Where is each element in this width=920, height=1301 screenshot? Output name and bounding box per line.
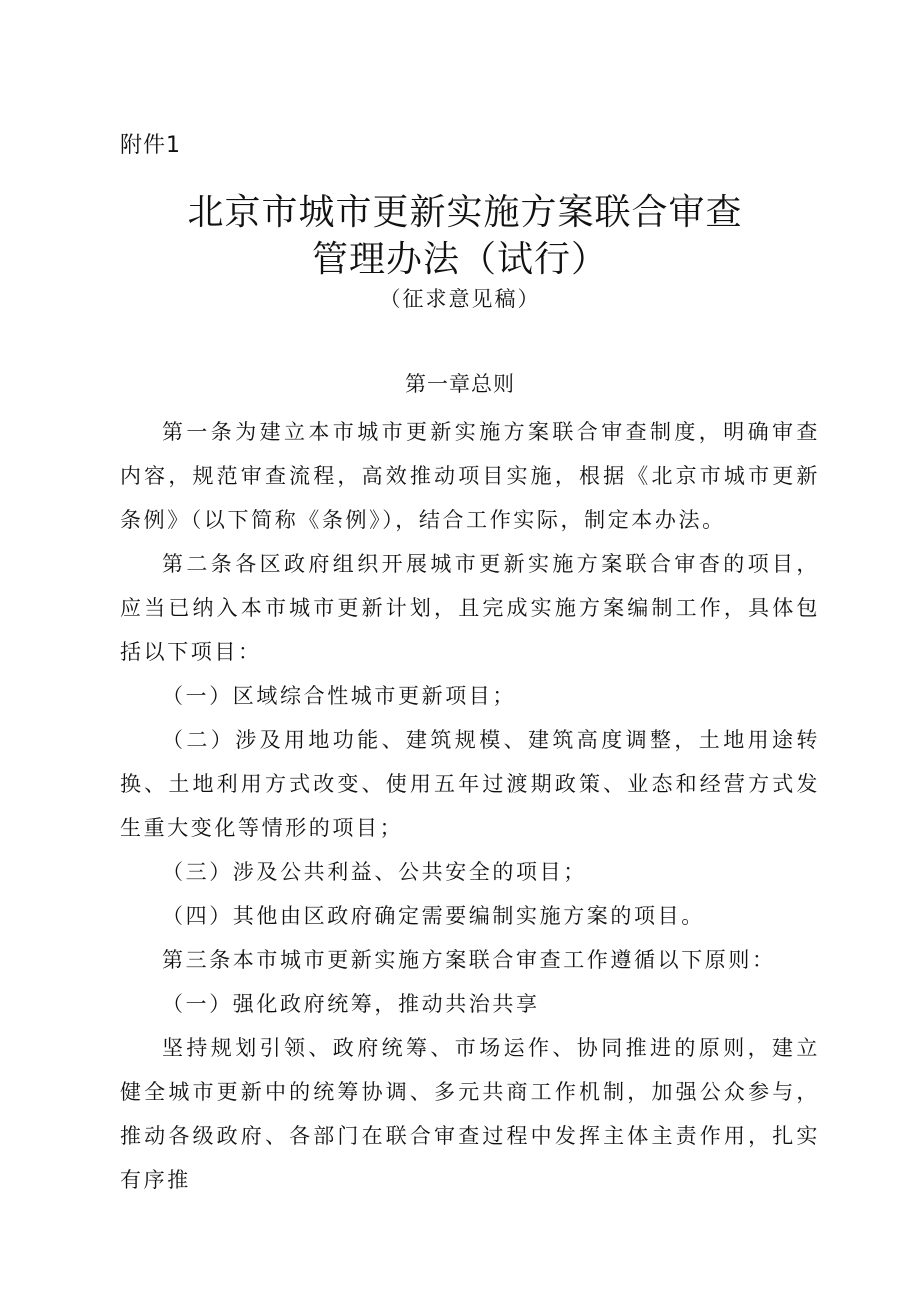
document-title-line2: 管理办法（试行） bbox=[311, 239, 608, 280]
attachment-label: 附件1 bbox=[120, 133, 181, 158]
article-2-item-3: （三）涉及公共利益、公共安全的项目； bbox=[162, 860, 587, 884]
article-2-item-4: （四）其他由区政府确定需要编制实施方案的项目。 bbox=[162, 904, 705, 928]
document-subtitle: （征求意见稿） bbox=[379, 287, 541, 311]
chapter-heading: 第一章总则 bbox=[405, 372, 515, 396]
document-title-line1: 北京市城市更新实施方案联合审查 bbox=[187, 192, 743, 233]
document-body bbox=[120, 410, 820, 1202]
article-2-item-2: （二）涉及用地功能、建筑规模、建筑高度调整，土地用途转换、土地利用方式改变、使用五年过渡期政策、业态和经营方式发生重大变化等情形的项目； bbox=[120, 728, 820, 840]
article-3-paragraph: 第三条本市城市更新实施方案联合审查工作遵循以下原则： bbox=[162, 948, 776, 972]
article-3-item-1-heading: （一）强化政府统筹，推动共治共享 bbox=[162, 992, 540, 1016]
article-3-item-1-body: 坚持规划引领、政府统筹、市场运作、协同推进的原则，建立健全城市更新中的统筹协调、多元共商工作机制，加强公众参与，推动各级政府、各部门在联合审查过程中发挥主体主责作用，扎实有序推 bbox=[120, 1036, 820, 1192]
article-2-item-1: （一）区域综合性城市更新项目； bbox=[162, 684, 516, 708]
article-1-paragraph: 第一条为建立本市城市更新实施方案联合审查制度，明确审查内容，规范审查流程，高效推动项目实施，根据《北京市城市更新条例》（以下简称《条例》），结合工作实际，制定本办法。 bbox=[120, 420, 820, 532]
article-2-paragraph: 第二条各区政府组织开展城市更新实施方案联合审杳的项目，应当已纳入本市城市更新计划，且完成实施方案编制工作，具体包括以下项目： bbox=[120, 552, 820, 664]
